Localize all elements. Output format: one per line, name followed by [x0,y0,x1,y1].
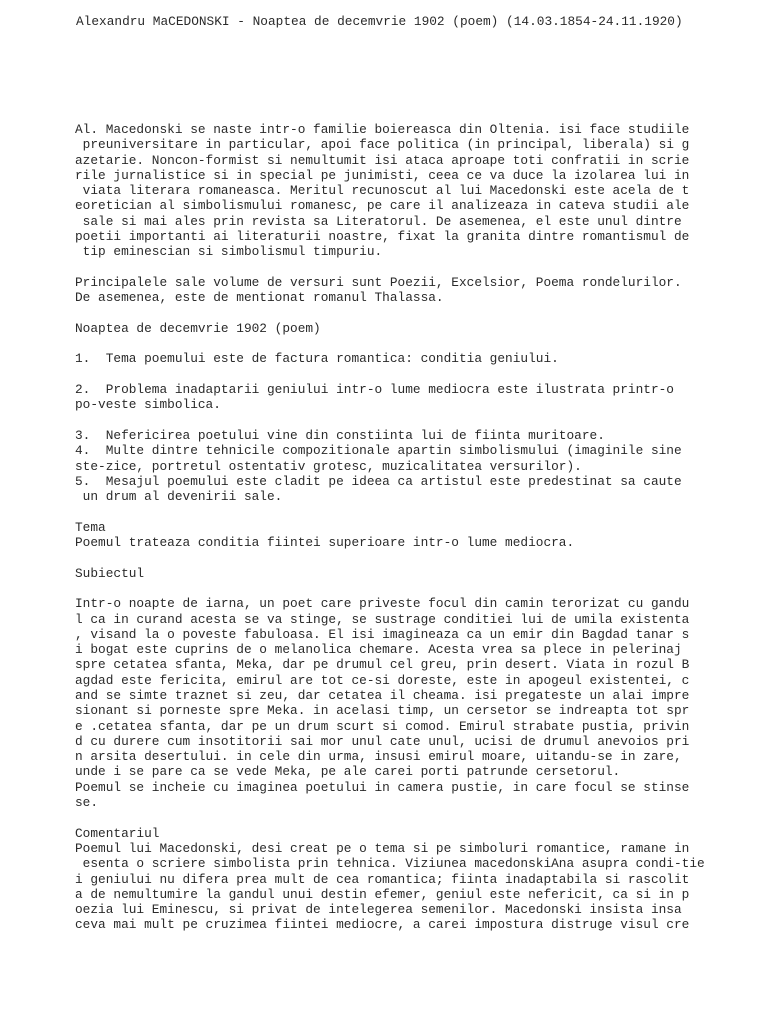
text-line: se. [75,795,99,811]
text-line: i geniului nu difera prea mult de cea romantica; fiinta inadaptabila si rascolit [75,871,690,887]
text-line: sale si mai ales prin revista sa Literatorul. De asemenea, el este unul dintre [75,213,682,229]
text-line: a de nemultumire la gandul unui destin efemer, geniul este nefericit, ca si in p [75,886,690,902]
text-line: tip eminescian si simbolismul timpuriu. [75,244,383,260]
text-line: poetii importanti ai literaturii noastre, fixat la granita dintre romantismul de [75,229,690,245]
text-line: Poemul se incheie cu imaginea poetului in camera pustie, in care focul se stinse [75,779,690,795]
text-line: Al. Macedonski se naste intr-o familie boiereasca din Oltenia. isi face studiile [75,122,690,137]
text-line: 4. Multe dintre tehnicile compozitionale apartin simbolismului (imaginile sine [75,443,682,459]
text-line [75,504,755,519]
text-line [75,413,755,428]
text-line: 1. Tema poemului este de factura romantica: conditia geniului. [75,351,559,367]
text-line: and se simte traznet si zeu, dar cetatea il cheama. isi pregateste un alai impre [75,687,690,703]
text-line: l ca in curand acesta se va stinge, se sustrage conditiei lui de umila existenta [75,611,690,627]
text-line: Intr-o noapte de iarna, un poet care priveste focul din camin terorizat cu gandu [75,596,690,612]
document-header: Alexandru MaCEDONSKI - Noaptea de decemvrie 1902 (poem) (14.03.1854-24.11.1920) [76,14,683,29]
text-line: n arsita desertului. in cele din urma, insusi emirul moare, uitandu-se in zare, [75,749,682,765]
text-line: viata literara romaneasca. Meritul recunoscut al lui Macedonski este acela de t [75,183,690,199]
text-line: azetarie. Noncon-formist si nemultumit isi ataca aproape toti confratii in scrie [75,152,690,168]
text-line: rile jurnalistice si in special pe junimisti, ceea ce va duce la izolarea lui in [75,167,690,183]
text-line: Poemul lui Macedonski, desi creat pe o tema si pe simboluri romantice, ramane in [75,840,690,856]
text-line [75,336,755,351]
text-line: spre cetatea sfanta, Meka, dar pe drumul cel greu, prin desert. Viata in rozul B [75,657,690,673]
text-line: oezia lui Eminescu, si privat de intelegerea semenilor. Macedonski insista insa [75,902,682,918]
text-line [75,550,755,565]
text-line: unde i se pare ca se vede Meka, pe ale carei porti patrunde cersetorul. [75,764,621,780]
text-line: ste-zice, portretul ostentativ grotesc, muzicalitatea versurilor). [75,458,582,474]
text-line: De asemenea, este de mentionat romanul Thalassa. [75,290,444,306]
text-line: Comentariul [75,825,160,841]
text-line: Principalele sale volume de versuri sunt Poezii, Excelsior, Poema rondelurilor. [75,274,682,290]
text-line: Tema [75,519,106,535]
text-line: agdad este fericita, emirul are tot ce-si doreste, este in apogeul existentei, c [75,672,690,688]
text-line: esenta o scriere simbolista prin tehnica. Viziunea macedonskiAna asupra condi-tie [75,856,705,872]
text-line: ceva mai mult pe cruzimea fiintei mediocre, a carei impostura distruge visul cre [75,917,690,933]
text-line: e .cetatea sfanta, dar pe un drum scurt si comod. Emirul strabate pustia, privin [75,718,690,734]
text-line: Subiectul [75,565,145,581]
text-line: po-veste simbolica. [75,397,221,413]
text-line [75,306,755,321]
text-line [75,260,755,275]
text-line: d cu durere cum insotitorii sai mor unul cate unul, ucisi de drumul anevoios pri [75,733,690,749]
text-line: preuniversitare in particular, apoi face politica (in principal, liberala) si g [75,137,690,153]
text-line: Noaptea de decemvrie 1902 (poem) [75,320,321,336]
document-body [75,122,755,933]
text-line [75,810,755,825]
text-line [75,367,755,382]
text-line: Poemul trateaza conditia fiintei superioare intr-o lume mediocra. [75,535,575,551]
text-line [75,581,755,596]
text-line: 5. Mesajul poemului este cladit pe ideea ca artistul este predestinat sa caute [75,473,682,489]
text-line: i bogat este cuprins de o melanolica chemare. Acesta vrea sa plece in pelerinaj [75,642,682,658]
text-line: 3. Nefericirea poetului vine din constiinta lui de fiinta muritoare. [75,427,605,443]
text-line: un drum al devenirii sale. [75,489,283,505]
text-line: sionant si porneste spre Meka. in acelasi timp, un cersetor se indreapta tot spr [75,703,690,719]
text-line: eoretician al simbolismului romanesc, pe care il analizeaza in cateva studii ale [75,198,690,214]
text-line: 2. Problema inadaptarii geniului intr-o lume mediocra este ilustrata printr-o [75,382,674,398]
text-line: , visand la o poveste fabuloasa. El isi imagineaza ca un emir din Bagdad tanar s [75,626,690,642]
